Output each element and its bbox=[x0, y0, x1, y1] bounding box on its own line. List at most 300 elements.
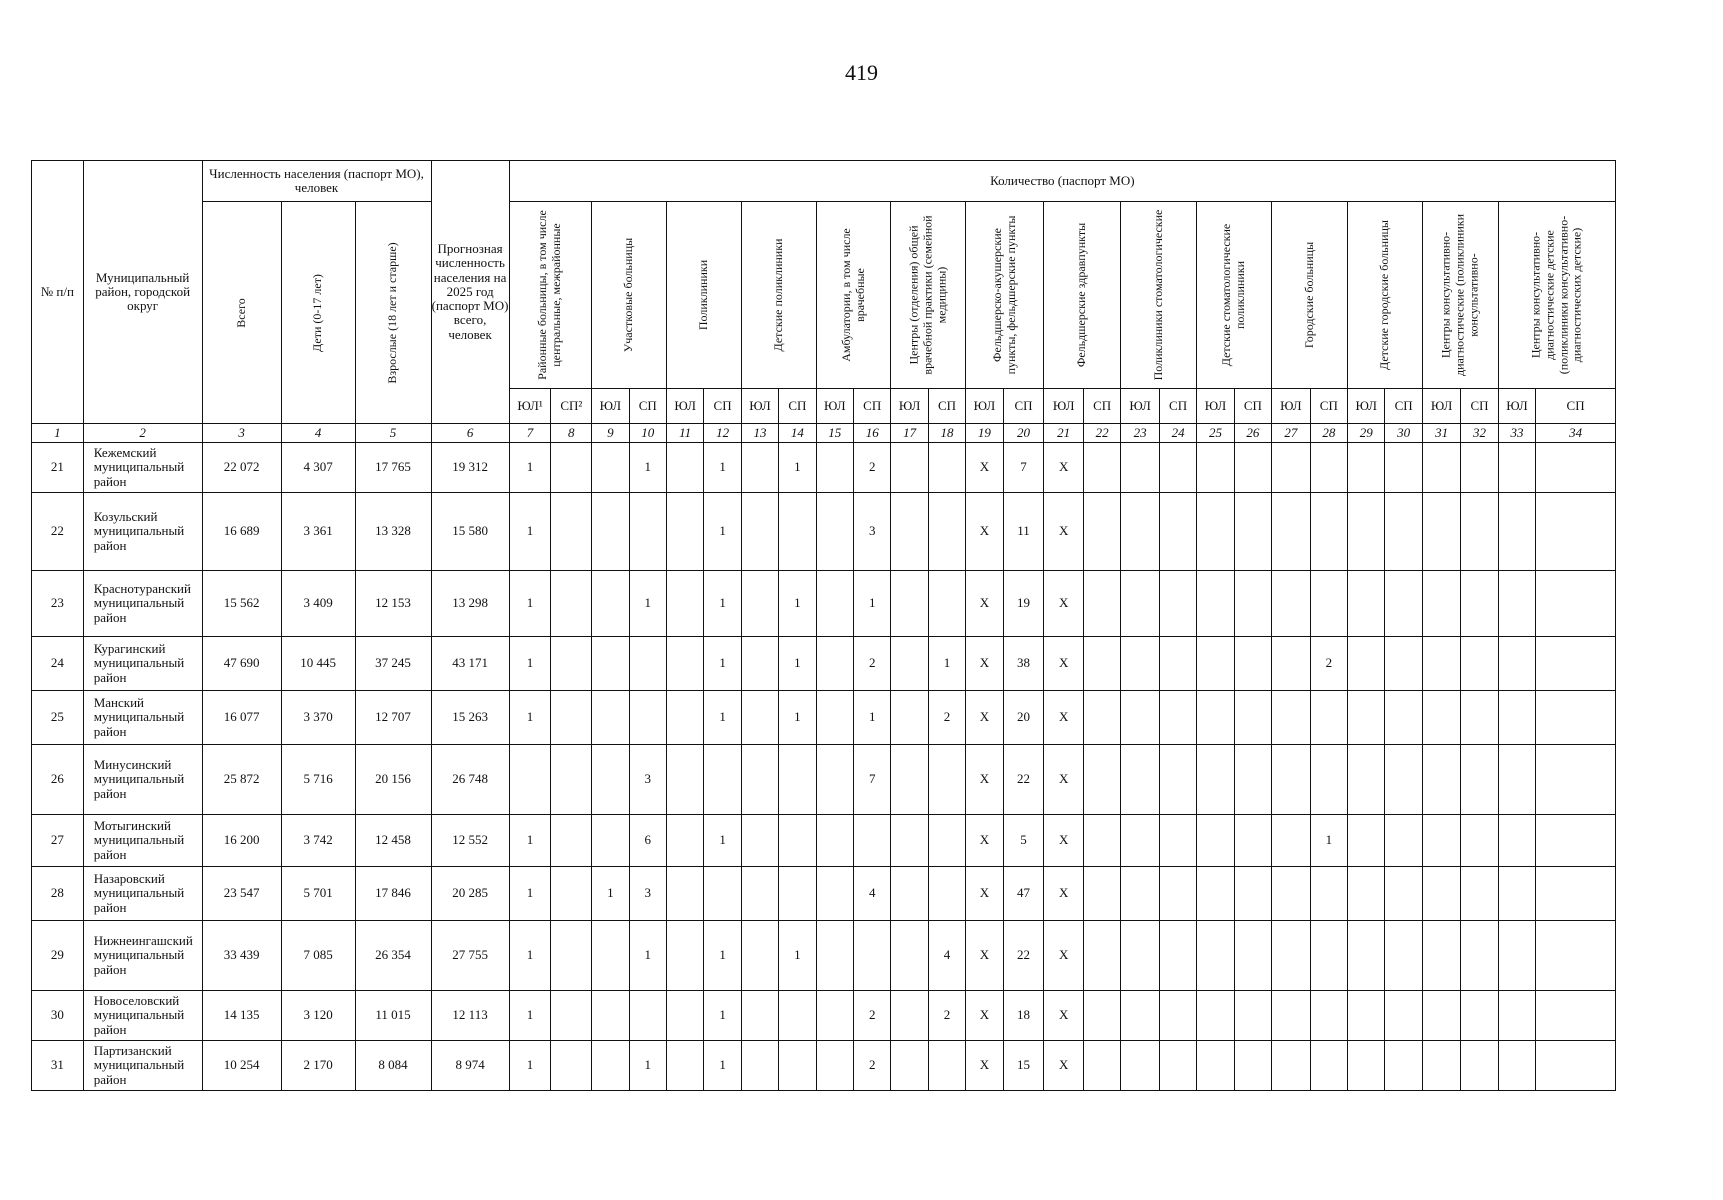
count-cell bbox=[1385, 1041, 1422, 1091]
count-cell bbox=[1348, 493, 1385, 571]
column-number: 19 bbox=[966, 424, 1003, 443]
count-cell: 1 bbox=[704, 991, 741, 1041]
count-cell bbox=[1385, 691, 1422, 745]
count-cell bbox=[891, 815, 928, 867]
count-cell: 1 bbox=[704, 921, 741, 991]
count-cell bbox=[1272, 443, 1311, 493]
count-cell bbox=[1385, 637, 1422, 691]
count-cell bbox=[1234, 571, 1271, 637]
count-cell bbox=[1234, 815, 1271, 867]
count-cell bbox=[1422, 493, 1461, 571]
count-cell bbox=[1121, 637, 1160, 691]
column-number: 1 bbox=[32, 424, 84, 443]
column-number: 27 bbox=[1272, 424, 1311, 443]
count-cell bbox=[1272, 815, 1311, 867]
count-cell bbox=[1310, 991, 1347, 1041]
count-cell bbox=[891, 691, 928, 745]
count-cell: X bbox=[1044, 443, 1084, 493]
count-cell bbox=[1234, 745, 1271, 815]
column-number: 32 bbox=[1461, 424, 1498, 443]
population-children: 10 445 bbox=[281, 637, 355, 691]
count-cell: X bbox=[966, 921, 1003, 991]
count-cell bbox=[1272, 691, 1311, 745]
population-children: 3 370 bbox=[281, 691, 355, 745]
count-cell bbox=[666, 1041, 703, 1091]
count-cell bbox=[551, 921, 592, 991]
count-cell bbox=[1083, 691, 1120, 745]
column-number: 23 bbox=[1121, 424, 1160, 443]
header-code: СП bbox=[1310, 389, 1347, 424]
count-cell bbox=[1348, 745, 1385, 815]
count-cell bbox=[1536, 991, 1616, 1041]
population-total: 23 547 bbox=[202, 867, 281, 921]
count-cell bbox=[1385, 921, 1422, 991]
count-cell bbox=[779, 493, 816, 571]
count-cell bbox=[891, 1041, 928, 1091]
population-forecast: 15 580 bbox=[431, 493, 509, 571]
count-cell bbox=[592, 745, 629, 815]
count-cell bbox=[1197, 921, 1234, 991]
count-cell bbox=[1159, 867, 1196, 921]
population-children: 4 307 bbox=[281, 443, 355, 493]
header-code: ЮЛ bbox=[592, 389, 629, 424]
header-category: Центры (отделения) общей врачебной практики (семейной медицины) bbox=[891, 202, 966, 389]
count-cell bbox=[779, 1041, 816, 1091]
count-cell bbox=[1461, 637, 1498, 691]
header-code: СП bbox=[928, 389, 965, 424]
count-cell: 1 bbox=[1310, 815, 1347, 867]
header-code: ЮЛ bbox=[1422, 389, 1461, 424]
count-cell: 1 bbox=[854, 571, 891, 637]
count-cell bbox=[1083, 493, 1120, 571]
table-row bbox=[32, 443, 1616, 493]
municipality-name: Манский муниципальный район bbox=[83, 691, 202, 745]
count-cell: 3 bbox=[629, 745, 666, 815]
population-children: 3 120 bbox=[281, 991, 355, 1041]
count-cell: X bbox=[966, 571, 1003, 637]
count-cell bbox=[1385, 571, 1422, 637]
count-cell: 1 bbox=[779, 571, 816, 637]
count-cell bbox=[666, 691, 703, 745]
row-number: 26 bbox=[32, 745, 84, 815]
column-number: 14 bbox=[779, 424, 816, 443]
count-cell bbox=[1272, 571, 1311, 637]
column-number: 5 bbox=[355, 424, 431, 443]
count-cell bbox=[741, 991, 778, 1041]
population-total: 25 872 bbox=[202, 745, 281, 815]
count-cell bbox=[1385, 745, 1422, 815]
count-cell: 2 bbox=[854, 443, 891, 493]
count-cell: 2 bbox=[1310, 637, 1347, 691]
count-cell bbox=[1498, 991, 1535, 1041]
header-forecast: Прогнозная численность населения на 2025 год (паспорт МО) всего, человек bbox=[431, 161, 509, 424]
count-cell bbox=[816, 921, 853, 991]
header-code: ЮЛ bbox=[816, 389, 853, 424]
count-cell bbox=[1159, 493, 1196, 571]
count-cell bbox=[1422, 443, 1461, 493]
count-cell bbox=[666, 921, 703, 991]
municipality-name: Партизанский муниципальный район bbox=[83, 1041, 202, 1091]
count-cell bbox=[666, 991, 703, 1041]
page-number: 419 bbox=[845, 60, 878, 85]
column-number: 28 bbox=[1310, 424, 1347, 443]
count-cell bbox=[816, 1041, 853, 1091]
column-number: 15 bbox=[816, 424, 853, 443]
header-category: Детские городские больницы bbox=[1348, 202, 1423, 389]
population-forecast: 8 974 bbox=[431, 1041, 509, 1091]
population-children: 5 701 bbox=[281, 867, 355, 921]
count-cell bbox=[779, 867, 816, 921]
count-cell bbox=[1121, 921, 1160, 991]
count-cell bbox=[1234, 637, 1271, 691]
header-code: ЮЛ bbox=[1121, 389, 1160, 424]
table-row bbox=[32, 493, 1616, 571]
count-cell bbox=[779, 745, 816, 815]
count-cell: 1 bbox=[704, 443, 741, 493]
count-cell bbox=[1348, 867, 1385, 921]
count-cell bbox=[816, 991, 853, 1041]
count-cell bbox=[1197, 571, 1234, 637]
count-cell bbox=[551, 815, 592, 867]
table-row bbox=[32, 815, 1616, 867]
table-row bbox=[32, 867, 1616, 921]
count-cell bbox=[1310, 443, 1347, 493]
population-forecast: 13 298 bbox=[431, 571, 509, 637]
municipality-name: Кежемский муниципальный район bbox=[83, 443, 202, 493]
count-cell bbox=[1348, 921, 1385, 991]
count-cell bbox=[1083, 745, 1120, 815]
count-cell bbox=[1310, 745, 1347, 815]
row-number: 23 bbox=[32, 571, 84, 637]
count-cell bbox=[816, 745, 853, 815]
count-cell bbox=[629, 637, 666, 691]
count-cell bbox=[1234, 921, 1271, 991]
count-cell bbox=[1385, 991, 1422, 1041]
row-number: 30 bbox=[32, 991, 84, 1041]
count-cell: 1 bbox=[509, 443, 551, 493]
count-cell bbox=[741, 867, 778, 921]
population-total: 10 254 bbox=[202, 1041, 281, 1091]
count-cell bbox=[1498, 443, 1535, 493]
count-cell: 1 bbox=[779, 691, 816, 745]
count-cell bbox=[891, 867, 928, 921]
header-municipality: Муниципальный район, городской округ bbox=[83, 161, 202, 424]
count-cell bbox=[592, 991, 629, 1041]
count-cell bbox=[1385, 443, 1422, 493]
header-code: СП bbox=[1234, 389, 1271, 424]
count-cell: 1 bbox=[509, 493, 551, 571]
count-cell: 1 bbox=[509, 921, 551, 991]
population-total: 33 439 bbox=[202, 921, 281, 991]
count-cell: 1 bbox=[509, 1041, 551, 1091]
column-number: 29 bbox=[1348, 424, 1385, 443]
header-category: Районные больницы, в том числе центральные, межрайонные bbox=[509, 202, 592, 389]
column-number: 20 bbox=[1003, 424, 1044, 443]
count-cell bbox=[1121, 991, 1160, 1041]
count-cell bbox=[741, 443, 778, 493]
count-cell: 22 bbox=[1003, 921, 1044, 991]
column-number: 2 bbox=[83, 424, 202, 443]
header-code: СП² bbox=[551, 389, 592, 424]
count-cell bbox=[1422, 745, 1461, 815]
count-cell bbox=[1310, 493, 1347, 571]
header-no: № п/п bbox=[32, 161, 84, 424]
count-cell: 2 bbox=[928, 691, 965, 745]
population-forecast: 15 263 bbox=[431, 691, 509, 745]
column-number: 18 bbox=[928, 424, 965, 443]
row-number: 25 bbox=[32, 691, 84, 745]
municipality-name: Курагинский муниципальный район bbox=[83, 637, 202, 691]
table-row bbox=[32, 1041, 1616, 1091]
count-cell bbox=[551, 1041, 592, 1091]
count-cell bbox=[1197, 493, 1234, 571]
count-cell: 1 bbox=[629, 443, 666, 493]
count-cell bbox=[1272, 921, 1311, 991]
count-cell bbox=[1422, 867, 1461, 921]
count-cell: X bbox=[966, 443, 1003, 493]
count-cell bbox=[1272, 991, 1311, 1041]
count-cell bbox=[816, 691, 853, 745]
count-cell bbox=[1272, 1041, 1311, 1091]
count-cell bbox=[1385, 867, 1422, 921]
population-total: 15 562 bbox=[202, 571, 281, 637]
count-cell: X bbox=[966, 815, 1003, 867]
header-category: Поликлиники стоматологические bbox=[1121, 202, 1197, 389]
header-code: ЮЛ bbox=[1348, 389, 1385, 424]
count-cell bbox=[1197, 991, 1234, 1041]
count-cell bbox=[741, 1041, 778, 1091]
count-cell bbox=[1310, 867, 1347, 921]
count-cell: 1 bbox=[629, 1041, 666, 1091]
header-code: ЮЛ bbox=[666, 389, 703, 424]
header-code: СП bbox=[854, 389, 891, 424]
count-cell bbox=[891, 637, 928, 691]
header-category: Поликлиники bbox=[666, 202, 741, 389]
column-number: 3 bbox=[202, 424, 281, 443]
count-cell bbox=[592, 1041, 629, 1091]
municipality-name: Краснотуранский муниципальный район bbox=[83, 571, 202, 637]
count-cell: 1 bbox=[629, 571, 666, 637]
count-cell bbox=[666, 571, 703, 637]
count-cell bbox=[1348, 991, 1385, 1041]
count-cell bbox=[741, 493, 778, 571]
count-cell bbox=[704, 867, 741, 921]
count-cell bbox=[741, 815, 778, 867]
count-cell bbox=[629, 691, 666, 745]
header-total: Всего bbox=[202, 202, 281, 424]
count-cell bbox=[816, 493, 853, 571]
count-cell bbox=[1159, 637, 1196, 691]
count-cell: 19 bbox=[1003, 571, 1044, 637]
count-cell bbox=[1083, 637, 1120, 691]
count-cell bbox=[779, 991, 816, 1041]
header-code: ЮЛ bbox=[1044, 389, 1084, 424]
count-cell bbox=[1498, 867, 1535, 921]
column-number: 34 bbox=[1536, 424, 1616, 443]
count-cell bbox=[816, 637, 853, 691]
count-cell bbox=[854, 815, 891, 867]
header-code: ЮЛ bbox=[891, 389, 928, 424]
count-cell bbox=[816, 571, 853, 637]
count-cell: 38 bbox=[1003, 637, 1044, 691]
row-number: 29 bbox=[32, 921, 84, 991]
population-forecast: 43 171 bbox=[431, 637, 509, 691]
count-cell: 1 bbox=[704, 815, 741, 867]
count-cell bbox=[592, 637, 629, 691]
count-cell: X bbox=[1044, 493, 1084, 571]
population-forecast: 19 312 bbox=[431, 443, 509, 493]
municipality-name: Новоселовский муниципальный район bbox=[83, 991, 202, 1041]
population-total: 47 690 bbox=[202, 637, 281, 691]
population-adults: 37 245 bbox=[355, 637, 431, 691]
count-cell bbox=[928, 571, 965, 637]
count-cell bbox=[1272, 745, 1311, 815]
count-cell: X bbox=[1044, 691, 1084, 745]
count-cell: 5 bbox=[1003, 815, 1044, 867]
count-cell: X bbox=[1044, 867, 1084, 921]
count-cell bbox=[741, 921, 778, 991]
count-cell bbox=[1536, 745, 1616, 815]
count-cell bbox=[592, 443, 629, 493]
count-cell bbox=[1422, 991, 1461, 1041]
row-number: 21 bbox=[32, 443, 84, 493]
count-cell bbox=[1197, 745, 1234, 815]
count-cell: X bbox=[1044, 1041, 1084, 1091]
count-cell bbox=[1083, 921, 1120, 991]
header-category: Центры консультативно-диагностические детские (поликлиники консультативно-диагностических детские) bbox=[1498, 202, 1615, 389]
count-cell bbox=[1121, 493, 1160, 571]
count-cell bbox=[741, 691, 778, 745]
column-number: 13 bbox=[741, 424, 778, 443]
count-cell bbox=[1461, 745, 1498, 815]
column-number: 10 bbox=[629, 424, 666, 443]
count-cell bbox=[1197, 691, 1234, 745]
count-cell bbox=[1461, 867, 1498, 921]
count-cell: 1 bbox=[704, 1041, 741, 1091]
header-code: СП bbox=[1003, 389, 1044, 424]
count-cell: 15 bbox=[1003, 1041, 1044, 1091]
row-number: 22 bbox=[32, 493, 84, 571]
count-cell bbox=[1498, 637, 1535, 691]
count-cell bbox=[1234, 443, 1271, 493]
count-cell: 1 bbox=[854, 691, 891, 745]
count-cell: 1 bbox=[779, 637, 816, 691]
count-cell bbox=[1348, 571, 1385, 637]
count-cell bbox=[1498, 691, 1535, 745]
count-cell bbox=[816, 443, 853, 493]
count-cell bbox=[1385, 493, 1422, 571]
header-category: Детские поликлиники bbox=[741, 202, 816, 389]
count-cell bbox=[666, 815, 703, 867]
population-forecast: 12 113 bbox=[431, 991, 509, 1041]
count-cell: 1 bbox=[509, 991, 551, 1041]
count-cell: 1 bbox=[704, 493, 741, 571]
population-adults: 11 015 bbox=[355, 991, 431, 1041]
count-cell bbox=[551, 637, 592, 691]
count-cell bbox=[1536, 443, 1616, 493]
count-cell: X bbox=[1044, 571, 1084, 637]
count-cell bbox=[666, 443, 703, 493]
count-cell bbox=[1083, 815, 1120, 867]
count-cell: X bbox=[966, 493, 1003, 571]
column-number: 25 bbox=[1197, 424, 1234, 443]
count-cell bbox=[1083, 443, 1120, 493]
count-cell: 6 bbox=[629, 815, 666, 867]
header-code: СП bbox=[704, 389, 741, 424]
count-cell bbox=[1348, 691, 1385, 745]
population-children: 3 409 bbox=[281, 571, 355, 637]
count-cell: X bbox=[1044, 921, 1084, 991]
column-number: 21 bbox=[1044, 424, 1084, 443]
count-cell bbox=[1422, 691, 1461, 745]
count-cell bbox=[551, 745, 592, 815]
count-cell bbox=[1121, 745, 1160, 815]
count-cell bbox=[1422, 1041, 1461, 1091]
header-category: Амбулатории, в том числе врачебные bbox=[816, 202, 891, 389]
count-cell: X bbox=[966, 691, 1003, 745]
population-adults: 13 328 bbox=[355, 493, 431, 571]
header-code: ЮЛ bbox=[1498, 389, 1535, 424]
count-cell bbox=[891, 921, 928, 991]
count-cell bbox=[816, 867, 853, 921]
count-cell bbox=[1159, 815, 1196, 867]
count-cell bbox=[1121, 443, 1160, 493]
count-cell bbox=[1197, 443, 1234, 493]
population-total: 16 200 bbox=[202, 815, 281, 867]
count-cell: 2 bbox=[854, 637, 891, 691]
header-quantity-group: Количество (паспорт МО) bbox=[509, 161, 1615, 202]
count-cell bbox=[891, 443, 928, 493]
column-number: 31 bbox=[1422, 424, 1461, 443]
population-total: 14 135 bbox=[202, 991, 281, 1041]
count-cell bbox=[1121, 815, 1160, 867]
count-cell bbox=[1121, 691, 1160, 745]
count-cell: 7 bbox=[1003, 443, 1044, 493]
population-forecast: 26 748 bbox=[431, 745, 509, 815]
header-code: СП bbox=[779, 389, 816, 424]
count-cell bbox=[1083, 991, 1120, 1041]
row-number: 24 bbox=[32, 637, 84, 691]
table-row bbox=[32, 921, 1616, 991]
header-code: ЮЛ bbox=[1272, 389, 1311, 424]
count-cell bbox=[1385, 815, 1422, 867]
count-cell bbox=[816, 815, 853, 867]
header-code: СП bbox=[1083, 389, 1120, 424]
table-row bbox=[32, 991, 1616, 1041]
population-children: 3 742 bbox=[281, 815, 355, 867]
count-cell bbox=[1498, 921, 1535, 991]
header-code: ЮЛ bbox=[966, 389, 1003, 424]
count-cell bbox=[592, 691, 629, 745]
header-adults: Взрослые (18 лет и старше) bbox=[355, 202, 431, 424]
count-cell bbox=[741, 637, 778, 691]
count-cell bbox=[741, 745, 778, 815]
column-number: 22 bbox=[1083, 424, 1120, 443]
count-cell: 1 bbox=[629, 921, 666, 991]
header-code: СП bbox=[1385, 389, 1422, 424]
header-category: Детские стоматологические поликлиники bbox=[1197, 202, 1272, 389]
column-number: 33 bbox=[1498, 424, 1535, 443]
row-number: 27 bbox=[32, 815, 84, 867]
column-number: 24 bbox=[1159, 424, 1196, 443]
count-cell: X bbox=[1044, 637, 1084, 691]
count-cell: 1 bbox=[592, 867, 629, 921]
count-cell bbox=[1498, 815, 1535, 867]
count-cell bbox=[1536, 691, 1616, 745]
population-forecast: 20 285 bbox=[431, 867, 509, 921]
count-cell: 1 bbox=[928, 637, 965, 691]
count-cell bbox=[1422, 571, 1461, 637]
